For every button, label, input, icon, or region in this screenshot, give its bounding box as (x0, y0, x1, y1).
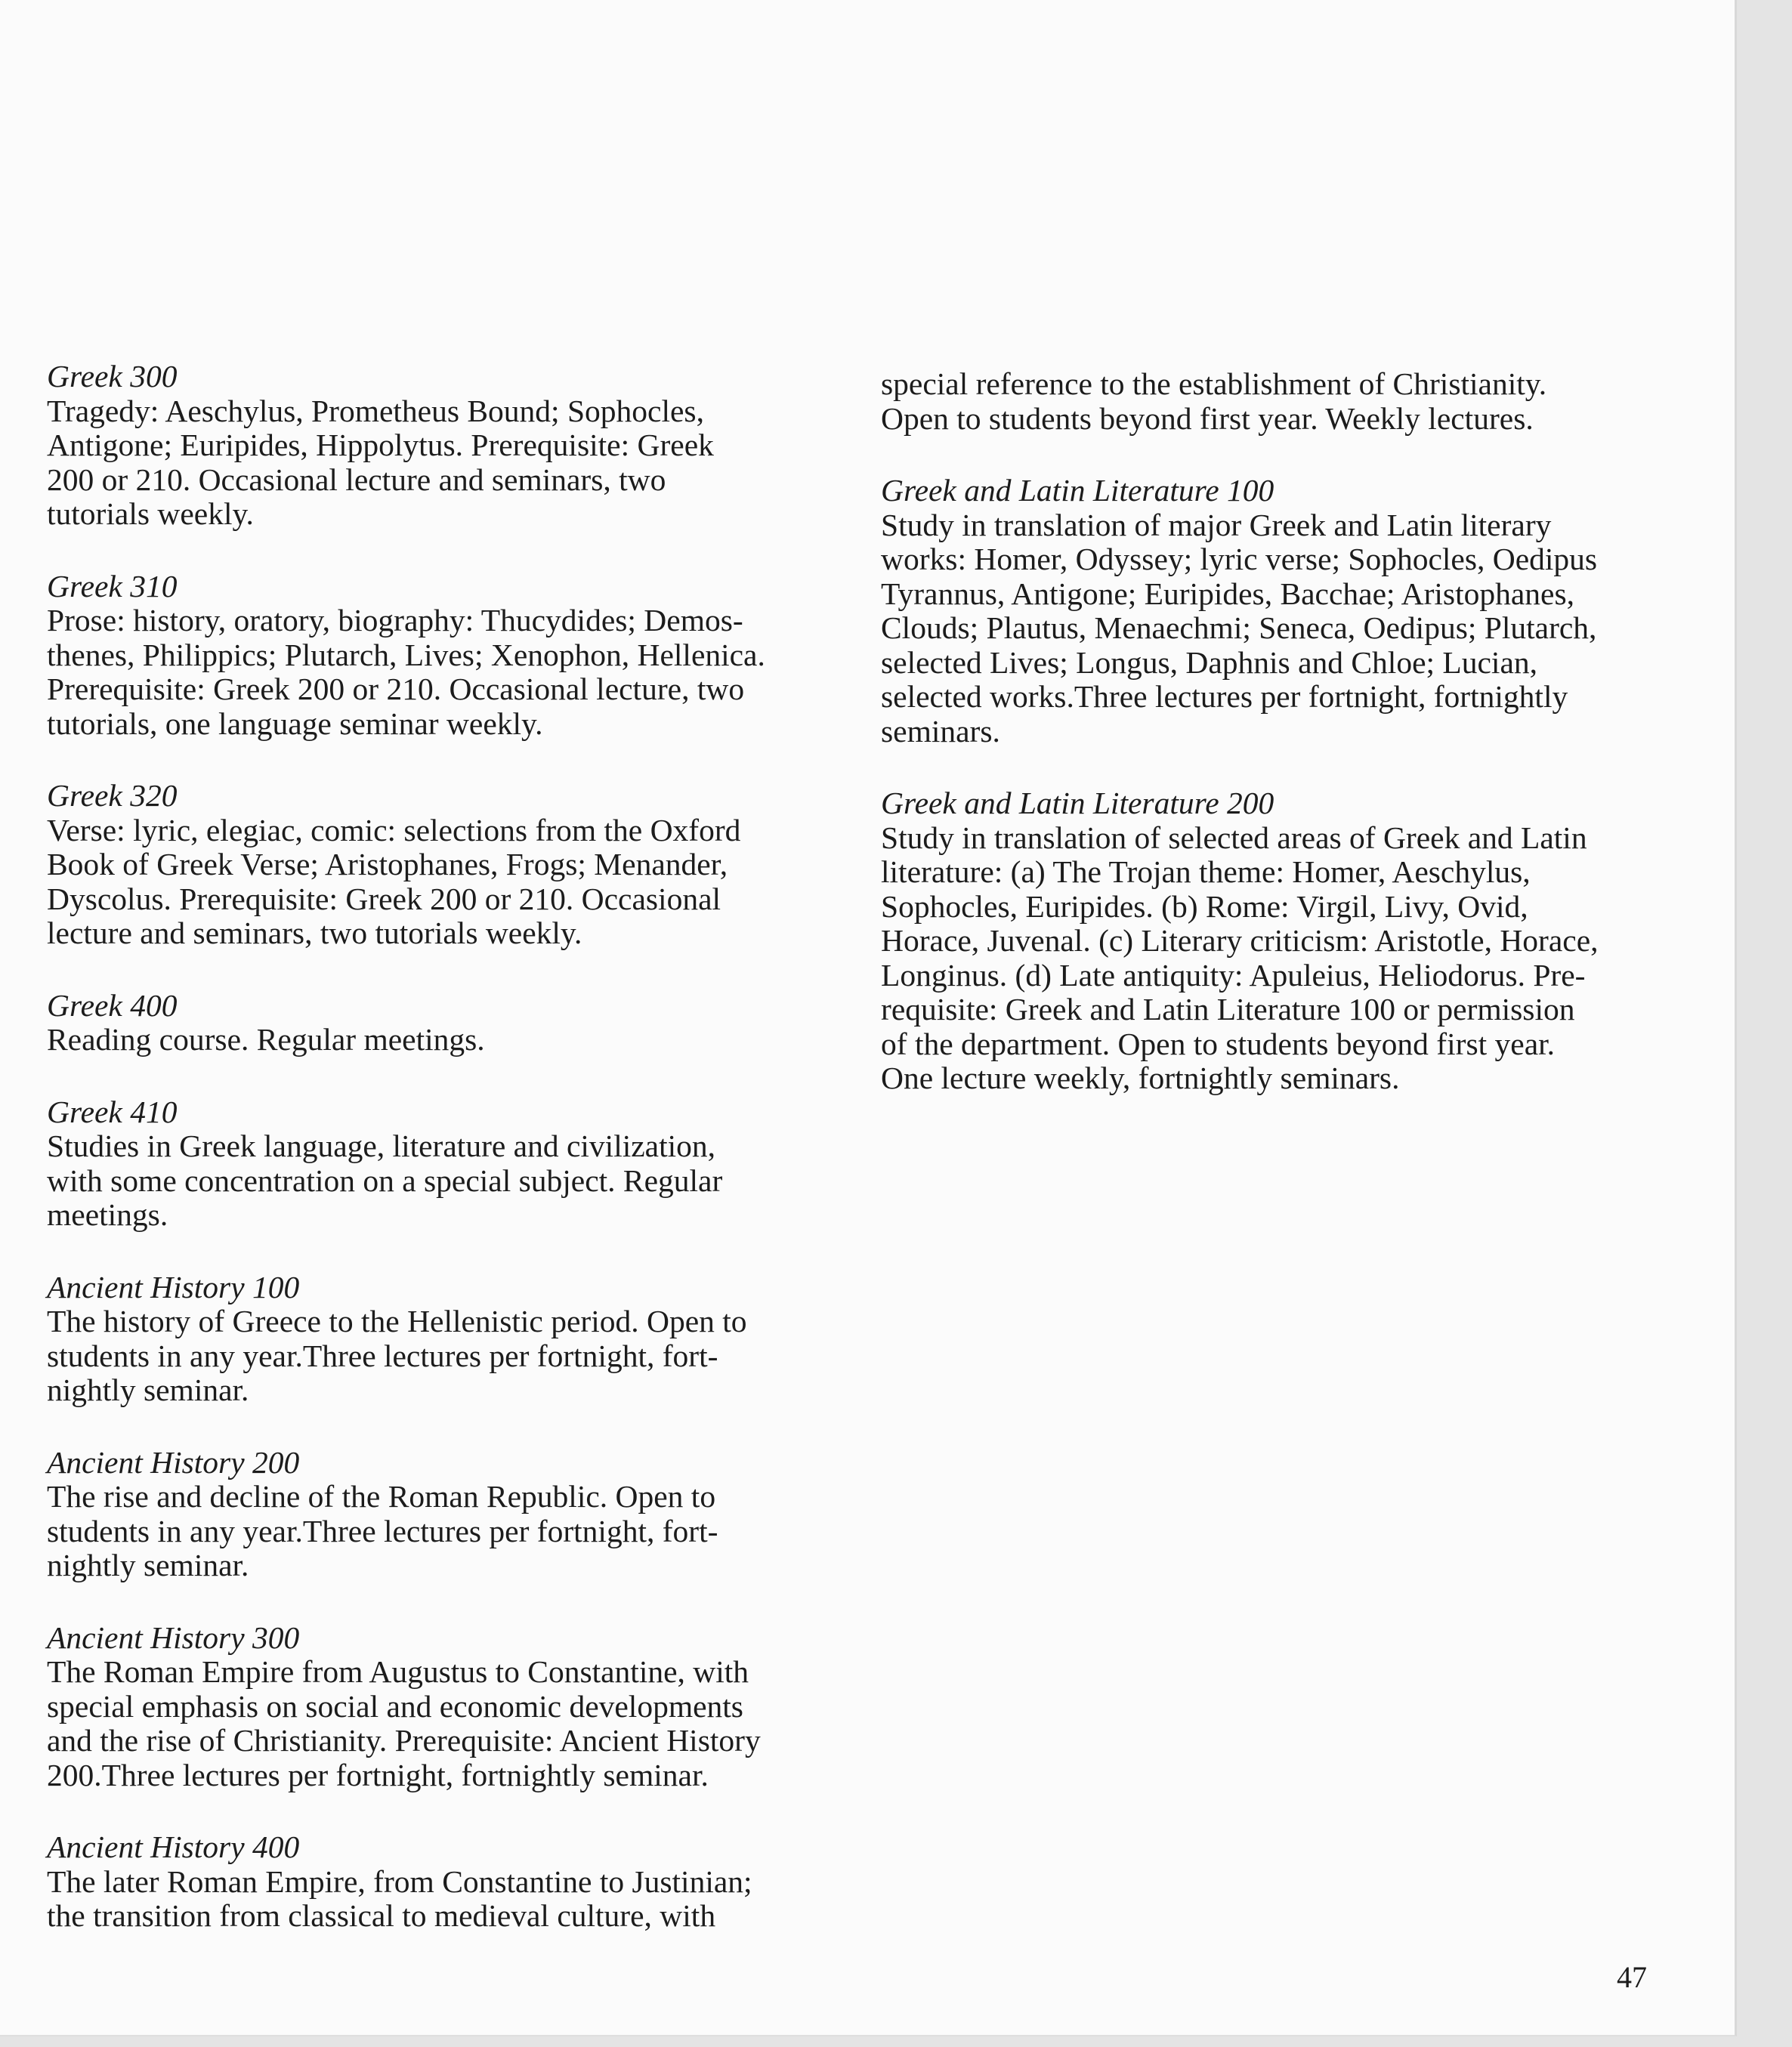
course-title: Greek and Latin Literature 200 (881, 786, 1274, 820)
course-entry (47, 1446, 848, 1583)
course-description: Prose: history, oratory, biography: Thucydides; Demos- thenes, Philippics; Plutarch, Lives; Xenophon, Hellenica. Prerequisite: Greek 200 or 210. Occasional lecture, two tutorials, one language seminar weekly. (47, 603, 765, 741)
course-title: Ancient History 300 (47, 1619, 300, 1655)
course-title: Ancient History 200 (47, 1444, 300, 1480)
course-title: Ancient History 100 (47, 1269, 300, 1304)
course-title: Greek 310 (47, 568, 178, 604)
right-column (881, 367, 1667, 1134)
course-entry (47, 989, 848, 1057)
course-entry (47, 360, 848, 532)
course-title: Ancient History 400 (47, 1829, 300, 1864)
course-title: Greek 320 (47, 778, 178, 813)
course-entry (47, 570, 848, 742)
course-title: Greek 400 (47, 987, 178, 1023)
course-title: Greek 410 (47, 1094, 178, 1129)
course-title: Greek 300 (47, 359, 178, 394)
course-description: The later Roman Empire, from Constantine to Justinian; the transition from classical to medieval culture, with (47, 1863, 752, 1933)
left-column (47, 360, 848, 1971)
course-entry (47, 779, 848, 951)
course-description: The history of Greece to the Hellenistic period. Open to students in any year.Three lectures per fortnight, fort- nightly seminar. (47, 1304, 747, 1407)
course-entry (881, 474, 1667, 749)
course-entry (47, 1830, 848, 1934)
course-entry (881, 786, 1667, 1096)
course-description: Study in translation of selected areas of Greek and Latin literature: (a) The Trojan theme: Homer, Aeschylus, Sophocles, Euripides. (b) Rome: Virgil, Livy, Ovid, Horace, Juvenal. (c) Literary criticism: Aristotle, Horace, Longinus. (d) Late antiquity: Apuleius, Heliodorus. Pre- requisite: Greek and Latin Literature 100 or permission of the department. Open to students beyond first year. One lecture weekly, fortnightly seminars. (881, 820, 1599, 1095)
course-description: Tragedy: Aeschylus, Prometheus Bound; Sophocles, Antigone; Euripides, Hippolytus. Prerequisite: Greek 200 or 210. Occasional lecture and seminars, two tutorials weekly. (47, 393, 714, 531)
course-description: Study in translation of major Greek and Latin literary works: Homer, Odyssey; lyric verse; Sophocles, Oedipus Tyrannus, Antigone; Euripides, Bacchae; Aristophanes, Clouds; Plautus, Menaechmi; Seneca, Oedipus; Plutarch, selected Lives; Longus, Daphnis and Chloe; Lucian, selected works.Three lectures per fortnight, fortnightly seminars. (881, 507, 1598, 749)
course-description: Studies in Greek language, literature and civilization, with some concentration on a special subject. Regular meetings. (47, 1128, 723, 1232)
course-title: Greek and Latin Literature 100 (881, 473, 1274, 508)
page-number: 47 (1617, 1960, 1647, 1994)
course-entry (47, 1270, 848, 1408)
course-entry (47, 1621, 848, 1793)
course-entry (47, 1095, 848, 1233)
course-description: Verse: lyric, elegiac, comic: selections from the Oxford Book of Greek Verse; Aristophanes, Frogs; Menander, Dyscolus. Prerequisite: Greek 200 or 210. Occasional lecture and seminars, two tutorials weekly. (47, 812, 741, 950)
course-description: The Roman Empire from Augustus to Constantine, with special emphasis on social and economic developments and the rise of Christianity. Prerequisite: Ancient History 200.Three lectures per fortnight, fortnightly seminar. (47, 1654, 761, 1792)
course-description: Reading course. Regular meetings. (47, 1022, 485, 1057)
course-description-continuation: special reference to the establishment of Christianity. Open to students beyond first year. Weekly lectures. (881, 366, 1547, 436)
course-description: The rise and decline of the Roman Republic. Open to students in any year.Three lectures per fortnight, fort- nightly seminar. (47, 1479, 718, 1582)
